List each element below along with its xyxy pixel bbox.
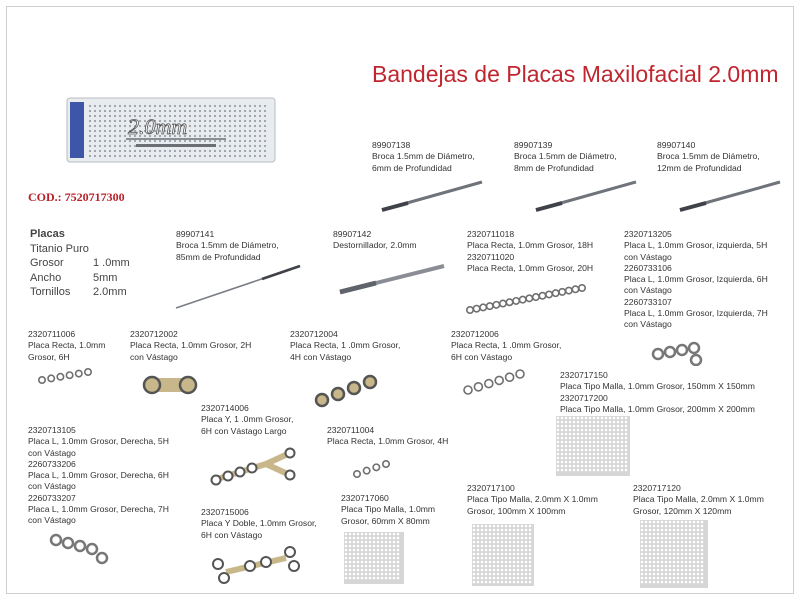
item-label-2320717150 bbox=[560, 370, 755, 415]
item-line: Placa Recta, 1 .0mm Grosor, bbox=[451, 340, 562, 351]
tray-label: 2.0mm bbox=[128, 114, 188, 139]
item-label-2320713205 bbox=[624, 229, 768, 331]
straight-plate-6h-image bbox=[36, 364, 96, 388]
item-line: 6H con Vástago Largo bbox=[201, 425, 287, 436]
item-line: 2320711004 bbox=[327, 425, 375, 435]
item-line: Placa L, 1.0mm Grosor, Derecha, 5H bbox=[28, 436, 169, 447]
mesh-plate-60-image bbox=[342, 530, 406, 586]
item-line: con Vástago bbox=[28, 481, 76, 492]
straight-plate-6h-stem-image bbox=[460, 368, 528, 396]
item-line: Placa Recta, 1.0mm Grosor, 20H bbox=[467, 262, 594, 273]
item-line: Placa Recta, 1.0mm Grosor, 4H bbox=[327, 436, 449, 447]
item-line: 8mm de Profundidad bbox=[514, 162, 594, 173]
item-line: Grosor, 120mm X 120mm bbox=[633, 505, 732, 516]
spec-value: 2.0mm bbox=[93, 286, 127, 298]
item-line: con Vástago bbox=[28, 447, 76, 458]
item-line: 2320714006 bbox=[201, 403, 249, 413]
mesh-plate-120-image bbox=[638, 518, 710, 590]
item-line: Placa Tipo Malla, 2.0mm X 1.0mm bbox=[467, 494, 598, 505]
spec-label: Grosor bbox=[30, 257, 64, 269]
item-line: Placa Y Doble, 1.0mm Grosor, bbox=[201, 518, 317, 529]
item-label-2320712002 bbox=[130, 329, 251, 363]
item-line: 12mm de Profundidad bbox=[657, 162, 742, 173]
item-line: 2320712006 bbox=[451, 329, 499, 339]
item-line: Grosor, 6H bbox=[28, 351, 70, 362]
item-label-2320711018 bbox=[467, 229, 593, 274]
item-line: 6H con Vástago bbox=[451, 351, 513, 362]
item-line: 2320715006 bbox=[201, 507, 249, 517]
item-line: 89907140 bbox=[657, 140, 696, 150]
spec-value: 5mm bbox=[93, 271, 118, 284]
item-line: Placa Tipo Malla, 2.0mm X 1.0mm bbox=[633, 494, 764, 505]
item-line: 6H con Vástago bbox=[201, 529, 263, 540]
mesh-plate-150-image bbox=[554, 414, 632, 478]
item-line: 89907138 bbox=[372, 140, 411, 150]
item-line: Destornillador, 2.0mm bbox=[333, 240, 417, 251]
drill-bit-image bbox=[532, 176, 642, 216]
item-line: 2260733106 bbox=[624, 262, 672, 273]
item-line: con Vástago bbox=[624, 251, 672, 262]
item-line: 2320712004 bbox=[290, 329, 338, 339]
item-line: Placa L, 1.0mm Grosor, Derecha, 6H bbox=[28, 470, 169, 481]
item-line: 2320717200 bbox=[560, 392, 608, 403]
item-line: con Vástago bbox=[624, 285, 672, 296]
item-line: 2320711020 bbox=[467, 251, 515, 262]
item-label-2320712004 bbox=[290, 329, 400, 363]
spec-value: 1 .0mm bbox=[93, 257, 130, 269]
item-line: 2320712002 bbox=[130, 329, 178, 339]
item-label-2320715006 bbox=[201, 507, 317, 541]
item-line: 6mm de Profundidad bbox=[372, 162, 452, 173]
item-line: con Vástago bbox=[28, 515, 76, 526]
straight-plate-4h-image bbox=[310, 372, 382, 410]
item-label-2320712006 bbox=[451, 329, 561, 363]
item-line: Placa Tipo Malla, 1.0mm Grosor, 200mm X 200mm bbox=[560, 403, 755, 414]
l-plate-right-image bbox=[46, 530, 110, 566]
item-line: Broca 1.5mm de Diámetro, bbox=[372, 151, 475, 162]
item-label-89907140 bbox=[657, 140, 760, 174]
item-line: Placa Recta, 1.0mm Grosor, 2H bbox=[130, 340, 252, 351]
long-drill-bit-image bbox=[172, 262, 304, 312]
item-line: Placa Tipo Malla, 1.0mm Grosor, 150mm X 150mm bbox=[560, 381, 755, 392]
straight-plate-2h-image bbox=[138, 368, 202, 402]
item-label-2320713105 bbox=[28, 425, 169, 527]
item-line: Placa L, 1.0mm Grosor, Izquierda, 6H bbox=[624, 274, 768, 285]
double-y-plate-image bbox=[210, 544, 302, 586]
item-label-2320717100 bbox=[467, 483, 598, 517]
item-line: Broca 1.5mm de Diámetro, bbox=[657, 151, 760, 162]
y-plate-image bbox=[206, 444, 298, 488]
item-label-2320711004 bbox=[327, 425, 448, 448]
item-line: 2260733107 bbox=[624, 296, 672, 307]
item-line: Placa L, 1.0mm Grosor, Izquierda, 7H bbox=[624, 308, 768, 319]
item-line: 89907141 bbox=[176, 229, 215, 239]
drill-bit-image bbox=[676, 176, 786, 216]
spec-row bbox=[30, 256, 130, 271]
tray-image bbox=[66, 94, 278, 166]
item-label-2320711006 bbox=[28, 329, 105, 363]
item-line: Placa Y, 1 .0mm Grosor, bbox=[201, 414, 294, 425]
specs-material: Titanio Puro bbox=[30, 242, 89, 255]
item-line: Grosor, 60mm X 80mm bbox=[341, 515, 430, 526]
item-label-2320717060 bbox=[341, 493, 435, 527]
item-label-89907139 bbox=[514, 140, 617, 174]
item-line: Placa Recta, 1.0mm bbox=[28, 340, 106, 351]
spec-row bbox=[30, 271, 130, 286]
l-plate-left-image bbox=[648, 334, 710, 366]
specs-heading: Placas bbox=[30, 228, 65, 240]
item-line: 2320717120 bbox=[633, 483, 681, 493]
spec-label: Tornillos bbox=[30, 286, 71, 298]
item-line: 2320711006 bbox=[28, 329, 76, 339]
spec-label: Ancho bbox=[30, 271, 62, 284]
screwdriver-image bbox=[336, 262, 448, 296]
drill-bit-image bbox=[378, 176, 488, 216]
item-line: Broca 1.5mm de Diámetro, bbox=[514, 151, 617, 162]
item-line: Placa L, 1.0mm Grosor, Derecha, 7H bbox=[28, 504, 169, 515]
page-title: Bandejas de Placas Maxilofacial 2.0mm bbox=[372, 61, 779, 87]
item-line: 85mm de Profundidad bbox=[176, 251, 261, 262]
mesh-plate-100-image bbox=[470, 522, 536, 588]
straight-plate-18h-image bbox=[464, 282, 589, 316]
item-line: 89907139 bbox=[514, 140, 553, 150]
item-line: Placa Recta, 1 .0mm Grosor, bbox=[290, 340, 401, 351]
item-label-2320717120 bbox=[633, 483, 764, 517]
item-label-2320714006 bbox=[201, 403, 293, 437]
item-line: 2260733206 bbox=[28, 458, 76, 469]
item-line: 2320711018 bbox=[467, 229, 515, 239]
specs-block bbox=[30, 227, 130, 300]
item-line: 2320713205 bbox=[624, 229, 672, 239]
spec-row bbox=[30, 285, 130, 300]
item-line: con Vástago bbox=[130, 351, 178, 362]
item-line: 2260733207 bbox=[28, 492, 76, 503]
item-label-89907141 bbox=[176, 229, 279, 263]
item-line: 2320717150 bbox=[560, 370, 608, 380]
item-line: 2320717060 bbox=[341, 493, 389, 503]
item-line: Broca 1.5mm de Diámetro, bbox=[176, 240, 279, 251]
item-line: Placa L, 1.0mm Grosor, izquierda, 5H bbox=[624, 240, 768, 251]
item-line: 2320717100 bbox=[467, 483, 515, 493]
item-line: con Vástago bbox=[624, 319, 672, 330]
item-line: 89907142 bbox=[333, 229, 372, 239]
item-label-89907142 bbox=[333, 229, 417, 252]
item-label-89907138 bbox=[372, 140, 475, 174]
item-line: Placa Recta, 1.0mm Grosor, 18H bbox=[467, 240, 594, 251]
product-code: COD.: 7520717300 bbox=[28, 190, 125, 204]
item-line: 2320713105 bbox=[28, 425, 76, 435]
straight-plate-4h-small-image bbox=[352, 458, 392, 480]
item-line: 4H con Vástago bbox=[290, 351, 352, 362]
item-line: Grosor, 100mm X 100mm bbox=[467, 505, 566, 516]
item-line: Placa Tipo Malla, 1.0mm bbox=[341, 504, 436, 515]
